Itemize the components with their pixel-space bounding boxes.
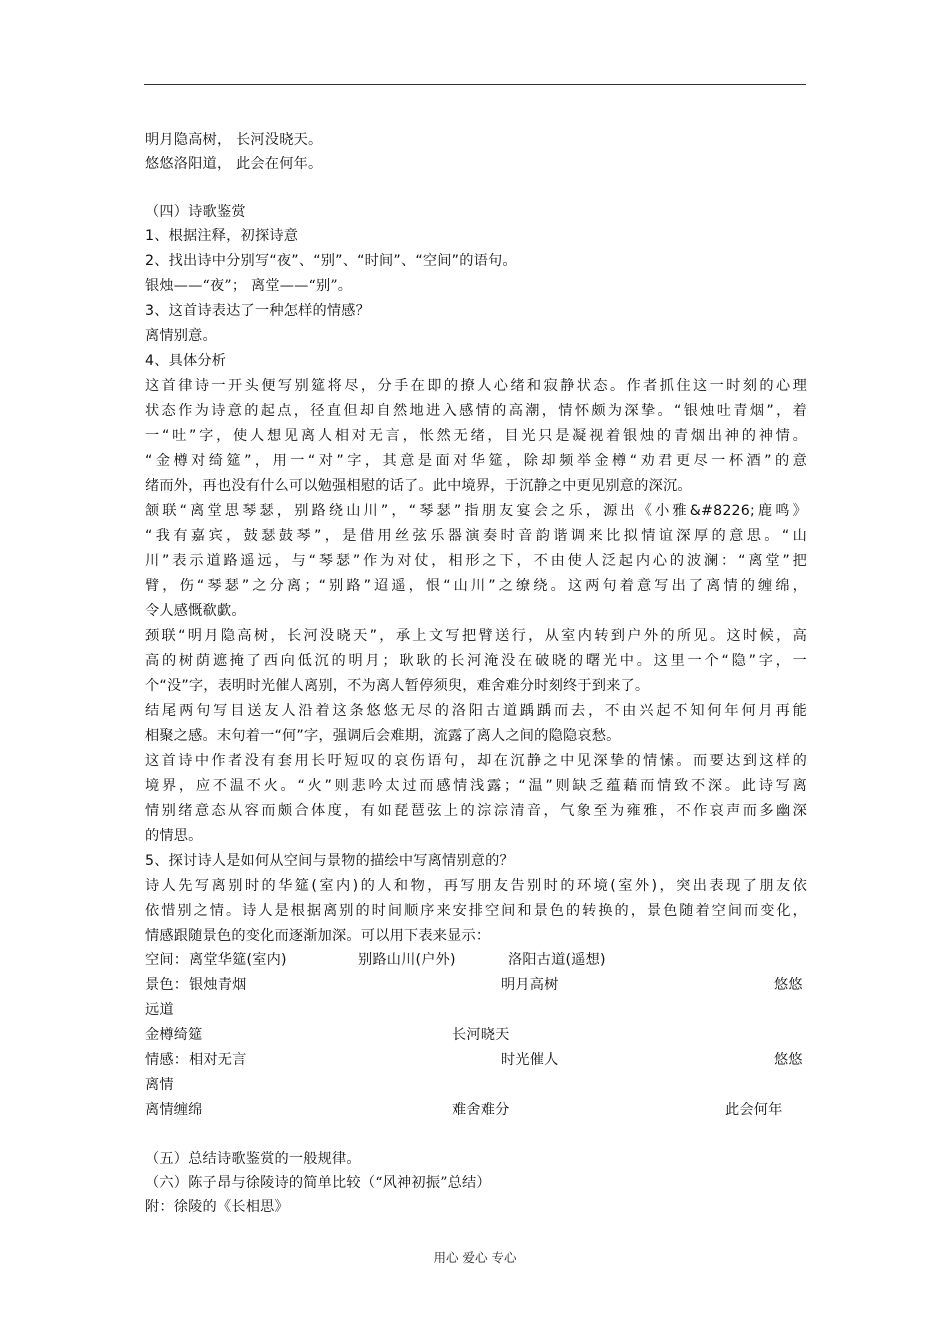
appendix-title: 附：徐陵的《长相思》 — [145, 1199, 289, 1215]
analysis-line: 一“吐”字，使人想见离人相对无言，怅然无绪，目光只是凝视着银烛的青烟出神的神情。 — [145, 428, 807, 444]
question-2: 2、找出诗中分别写“夜”、“别”、“时间”、“空间”的语句。 — [145, 253, 517, 269]
emotion-cell: 时光催人 — [501, 1052, 559, 1068]
analysis-line: 这首诗中作者没有套用长吁短叹的哀伤语句，却在沉静之中见深挚的情愫。而要达到这样的 — [145, 753, 807, 769]
emotion-cell: 难舍难分 — [452, 1102, 510, 1118]
emotion-cell: 离情缠绵 — [145, 1102, 203, 1118]
analysis-line: 境界，应不温不火。“火”则悲吟太过而感情浅露；“温”则缺乏蕴藉而情致不深。此诗写离 — [145, 778, 807, 794]
analysis-line: 臂，伤“琴瑟”之分离；“别路”迢遥，恨“山川”之缭绕。这两句着意写出了离情的缠绵， — [145, 578, 807, 594]
section4-heading: （四）诗歌鉴赏 — [145, 204, 246, 220]
analysis-line: 结尾两句写目送友人沿着这条悠悠无尽的洛阳古道踽踽而去，不由兴起不知何年何月再能 — [145, 703, 807, 719]
emotion-cell: 相对无言 — [189, 1052, 247, 1068]
analysis-line: 令人感慨欷歔。 — [145, 603, 246, 619]
space-cell: 洛阳古道(遥想) — [508, 952, 606, 968]
emotion-wrap: 离情 — [145, 1077, 174, 1093]
analysis-line: 颔联“离堂思琴瑟，别路绕山川”，“琴瑟”指朋友宴会之乐，源出《小雅&#8226;鹿鸣》 — [145, 503, 807, 519]
answer-5-line: 诗人先写离别时的华筵(室内)的人和物，再写朋友告别时的环境(室外)，突出表现了朋友依 — [145, 878, 807, 894]
header-rule — [144, 84, 806, 85]
poem-line: 明月隐高树， 长河没晓天。 — [145, 132, 323, 148]
scene-cell: 银烛青烟 — [189, 977, 247, 993]
analysis-line: 相聚之感。末句着一“何”字，强调后会难期，流露了离人之间的隐隐哀愁。 — [145, 728, 621, 744]
space-cell: 离堂华筵(室内) — [189, 952, 287, 968]
analysis-line: 高的树荫遮掩了西向低沉的明月；耿耿的长河淹没在破晓的曙光中。这里一个“隐”字，一 — [145, 653, 807, 669]
question-1: 1、根据注释，初探诗意 — [145, 228, 299, 244]
analysis-line: “金樽对绮筵”，用一“对”字，其意是面对华筵，除却频举金樽“劝君更尽一杯酒”的意 — [145, 453, 807, 469]
analysis-line: 的情思。 — [145, 828, 203, 844]
question-4: 4、具体分析 — [145, 353, 227, 369]
emotion-cell: 此会何年 — [725, 1102, 783, 1118]
answer-5-line: 情感跟随景色的变化而逐渐加深。可以用下表来显示： — [145, 928, 491, 944]
page-footer: 用心 爱心 专心 — [433, 1250, 517, 1265]
analysis-line: 绪而外，再也没有什么可以勉强相慰的话了。此中境界，于沉静之中更见别意的深沉。 — [145, 478, 692, 494]
question-5: 5、探讨诗人是如何从空间与景物的描绘中写离情别意的？ — [145, 853, 514, 869]
scene-label: 景色： — [145, 977, 189, 993]
scene-cell: 长河晓天 — [452, 1027, 510, 1043]
scene-cell: 明月高树 — [501, 977, 559, 993]
answer-3: 离情别意。 — [145, 328, 217, 344]
analysis-line: 川”表示道路遥远，与“琴瑟”作为对仗，相形之下，不由使人泛起内心的波澜：“离堂”把 — [145, 553, 807, 569]
analysis-line: 个“没”字，表明时光催人离别，不为离人暂停须臾，难舍难分时刻终于到来了。 — [145, 678, 650, 694]
emotion-cell: 悠悠 — [774, 1052, 803, 1068]
scene-cell: 悠悠 — [774, 977, 803, 993]
section5-heading: （五）总结诗歌鉴赏的一般规律。 — [145, 1151, 361, 1167]
emotion-label: 情感： — [145, 1052, 189, 1068]
section6-heading: （六）陈子昂与徐陵诗的简单比较（“风神初振”总结） — [145, 1175, 491, 1191]
analysis-line: 这首律诗一开头便写别筵将尽，分手在即的撩人心绪和寂静状态。作者抓住这一时刻的心理 — [145, 378, 807, 394]
space-label: 空间： — [145, 952, 189, 968]
space-cell: 别路山川(户外) — [358, 952, 456, 968]
answer-5-line: 依惜别之情。诗人是根据离别的时间顺序来安排空间和景色的转换的，景色随着空间而变化， — [145, 903, 807, 919]
analysis-line: “我有嘉宾，鼓瑟鼓琴”，是借用丝弦乐器演奏时音韵谐调来比拟情谊深厚的意思。“山 — [145, 528, 807, 544]
poem-line: 悠悠洛阳道， 此会在何年。 — [145, 156, 323, 172]
question-3: 3、这首诗表达了一种怎样的情感？ — [145, 303, 371, 319]
answer-2: 银烛——“夜”； 离堂——“别”。 — [145, 278, 353, 294]
analysis-line: 颈联“明月隐高树，长河没晓天”，承上文写把臂送行，从室内转到户外的所见。这时候，高 — [145, 628, 807, 644]
analysis-line: 情别绪意态从容而颇合体度，有如琵琶弦上的淙淙清音，气象至为雍雅，不作哀声而多幽深 — [145, 803, 807, 819]
analysis-line: 状态作为诗意的起点，径直但却自然地进入感情的高潮，情怀颇为深挚。“银烛吐青烟”，着 — [145, 403, 807, 419]
scene-wrap: 远道 — [145, 1002, 174, 1018]
scene-cell: 金樽绮筵 — [145, 1027, 203, 1043]
